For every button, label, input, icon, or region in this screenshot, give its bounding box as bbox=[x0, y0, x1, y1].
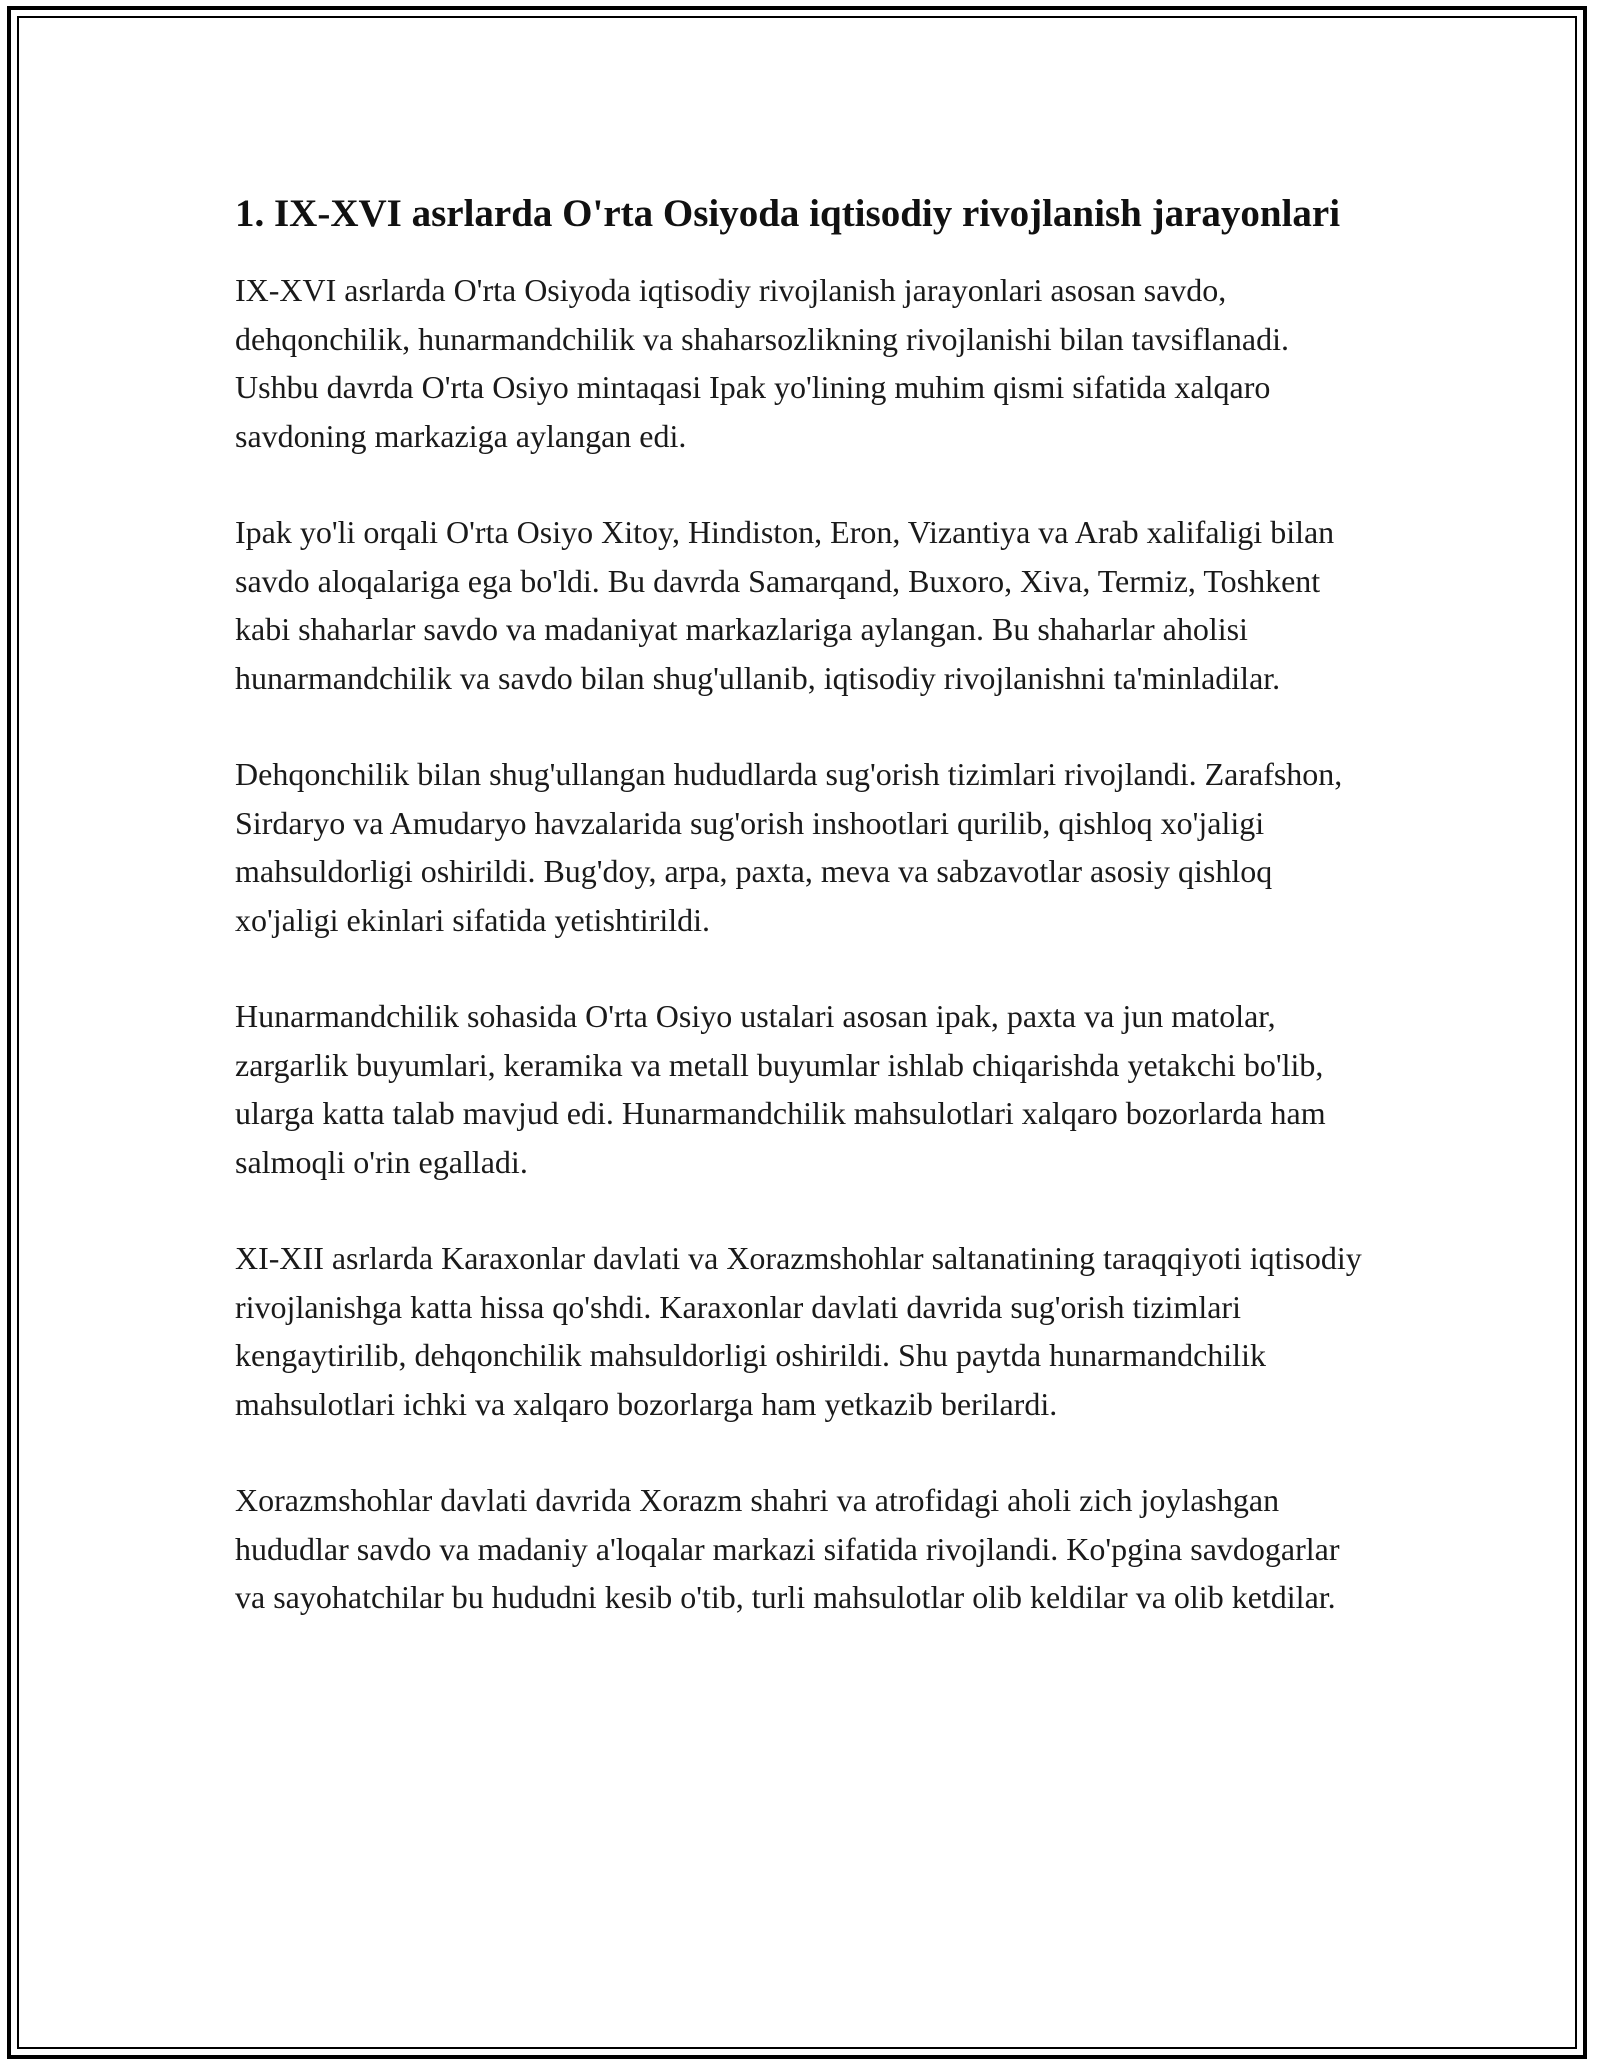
paragraph-silk-road: Ipak yo'li orqali O'rta Osiyo Xitoy, Hindiston, Eron, Vizantiya va Arab xalifaligi bilan savdo aloqalariga ega bo'ldi. Bu davrda Samarqand, Buxoro, Xiva, Termiz, Toshkent kabi shaharlar savdo va madaniyat markazlariga aylangan. Bu shaharlar aholisi hunarmandchilik va savdo bilan shug'ullanib, iqtisodiy rivojlanishni ta'minladilar. bbox=[235, 514, 1335, 696]
document-body bbox=[235, 186, 1375, 1670]
paragraph-karakhanids: XI-XII asrlarda Karaxonlar davlati va Xorazmshohlar saltanatining taraqqiyoti iqtisodiy rivojlanishga katta hissa qo'shdi. Karaxonlar davlati davrida sug'orish tizimlari kengaytirilib, dehqonchilik mahsuldorligi oshirildi. Shu paytda hunarmandchilik mahsulotlari ichki va xalqaro bozorlarga ham yetkazib berilardi. bbox=[235, 1240, 1362, 1422]
paragraph-khwarazmshahs: Xorazmshohlar davlati davrida Xorazm shahri va atrofidagi aholi zich joylashgan hududlar savdo va madaniy a'loqalar markazi sifatida rivojlandi. Ko'pgina savdogarlar va sayohatchilar bu hududni kesib o'tib, turli mahsulotlar olib keldilar va olib ketdilar. bbox=[235, 1482, 1340, 1615]
paragraph-intro: IX-XVI asrlarda O'rta Osiyoda iqtisodiy rivojlanish jarayonlari asosan savdo, dehqonchilik, hunarmandchilik va shaharsozlikning rivojlanishi bilan tavsiflanadi. Ushbu davrda O'rta Osiyo mintaqasi Ipak yo'lining muhim qismi sifatida xalqaro savdoning markaziga aylangan edi. bbox=[235, 272, 1289, 454]
section-heading: 1. IX-XVI asrlarda O'rta Osiyoda iqtisodiy rivojlanish jarayonlari bbox=[235, 192, 1341, 235]
paragraph-crafts: Hunarmandchilik sohasida O'rta Osiyo ustalari asosan ipak, paxta va jun matolar, zargarlik buyumlari, keramika va metall buyumlar ishlab chiqarishda yetakchi bo'lib, ularga katta talab mavjud edi. Hunarmandchilik mahsulotlari xalqaro bozorlarda ham salmoqli o'rin egalladi. bbox=[235, 998, 1326, 1180]
paragraph-agriculture: Dehqonchilik bilan shug'ullangan hududlarda sug'orish tizimlari rivojlandi. Zarafshon, Sirdaryo va Amudaryo havzalarida sug'orish inshootlari qurilib, qishloq xo'jaligi mahsuldorligi oshirildi. Bug'doy, arpa, paxta, meva va sabzavotlar asosiy qishloq xo'jaligi ekinlari sifatida yetishtirildi. bbox=[235, 756, 1343, 938]
